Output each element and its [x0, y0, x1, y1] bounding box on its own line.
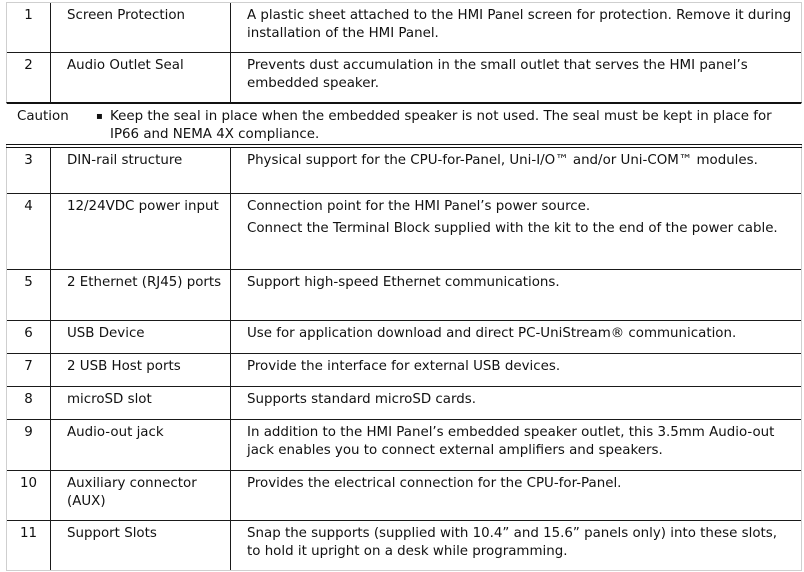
description-paragraph: Prevents dust accumulation in the small outlet that serves the HMI panel’s embedded speaker. — [247, 58, 748, 91]
component-name: Audio Outlet Seal — [51, 53, 231, 103]
table-row — [7, 53, 801, 103]
component-name: 2 USB Host ports — [51, 354, 231, 386]
bullet-icon: ▪ — [96, 111, 103, 122]
row-number: 5 — [7, 270, 51, 320]
table-row — [7, 270, 801, 321]
component-name: Screen Protection — [51, 3, 231, 52]
row-number: 7 — [7, 354, 51, 386]
caution-text: Keep the seal in place when the embedded speaker is not used. The seal must be kept in place for IP66 and NEMA 4X compliance. — [110, 109, 772, 142]
table-row — [7, 420, 801, 471]
row-number: 1 — [7, 3, 51, 52]
caution-body — [95, 108, 801, 144]
component-description — [231, 471, 801, 520]
description-paragraph: Use for application download and direct PC-UniStream® communication. — [247, 326, 737, 341]
table-row — [7, 521, 801, 571]
component-name: DIN-rail structure — [51, 148, 231, 193]
table-row — [7, 387, 801, 420]
component-name: USB Device — [51, 321, 231, 353]
component-name: 2 Ethernet (RJ45) ports — [51, 270, 231, 320]
table-row — [7, 3, 801, 53]
description-paragraph: Snap the supports (supplied with 10.4” and 15.6” panels only) into these slots, to hold it upright on a desk while programming. — [247, 526, 777, 559]
description-paragraph: A plastic sheet attached to the HMI Panel screen for protection. Remove it during installation of the HMI Panel. — [247, 8, 792, 41]
component-description — [231, 521, 801, 570]
table-row — [7, 471, 801, 521]
description-paragraph: Provide the interface for external USB devices. — [247, 359, 561, 374]
component-description — [231, 321, 801, 353]
table-row — [7, 321, 801, 354]
row-number: 11 — [7, 521, 51, 570]
row-number: 8 — [7, 387, 51, 419]
row-number: 6 — [7, 321, 51, 353]
row-number: 4 — [7, 194, 51, 269]
component-description — [231, 270, 801, 320]
description-paragraph: Connect the Terminal Block supplied with the kit to the end of the power cable. — [247, 221, 778, 236]
component-name: Support Slots — [51, 521, 231, 570]
description-paragraph: Physical support for the CPU-for-Panel, Uni-I/O™ and/or Uni-COM™ modules. — [247, 153, 758, 168]
description-paragraph: Connection point for the HMI Panel’s power source. — [247, 199, 591, 214]
row-number: 9 — [7, 420, 51, 470]
row-number: 3 — [7, 148, 51, 193]
component-name: Audio-out jack — [51, 420, 231, 470]
description-paragraph: Provides the electrical connection for the CPU-for-Panel. — [247, 476, 622, 491]
caution-label: Caution — [17, 109, 69, 124]
component-description — [231, 194, 801, 269]
component-description — [231, 148, 801, 193]
caution-note — [6, 102, 802, 144]
component-name: microSD slot — [51, 387, 231, 419]
component-name: 12/24VDC power input — [51, 194, 231, 269]
component-table — [6, 2, 802, 571]
component-name: Auxiliary connector (AUX) — [51, 471, 231, 520]
component-description — [231, 3, 801, 52]
row-number: 10 — [7, 471, 51, 520]
description-paragraph: Support high-speed Ethernet communications. — [247, 275, 560, 290]
component-description — [231, 420, 801, 470]
component-description — [231, 387, 801, 419]
component-description — [231, 53, 801, 103]
description-paragraph: Supports standard microSD cards. — [247, 392, 476, 407]
table-row — [7, 354, 801, 387]
row-number: 2 — [7, 53, 51, 103]
table-row — [7, 148, 801, 194]
component-description — [231, 354, 801, 386]
table-row — [7, 194, 801, 270]
description-paragraph: In addition to the HMI Panel’s embedded speaker outlet, this 3.5mm Audio-out jack enables you to connect external amplifiers and speakers. — [247, 425, 775, 458]
